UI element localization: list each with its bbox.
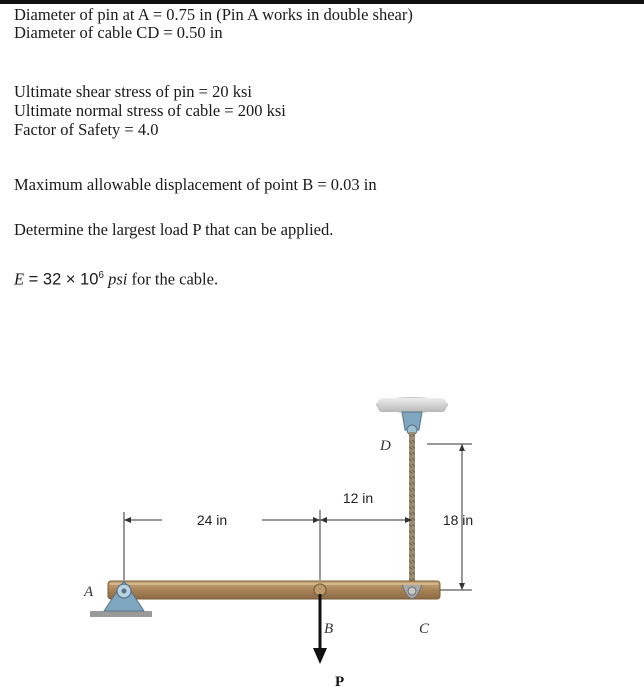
load-arrow-head xyxy=(313,648,327,664)
modulus-exponent: 6 xyxy=(98,270,104,281)
cable-cd xyxy=(409,432,415,590)
modulus-symbol: E xyxy=(14,269,25,289)
dim-cd-label: 18 in xyxy=(442,512,474,528)
question-text: Determine the largest load P that can be applied. xyxy=(14,220,334,239)
max-displacement-text: Maximum allowable displacement of point B = 0.03 in xyxy=(14,175,377,194)
point-c-label: C xyxy=(419,621,430,637)
modulus-suffix: for the cable. xyxy=(127,269,219,289)
modulus-text xyxy=(14,266,218,290)
pin-shear-stress-text: Ultimate shear stress of pin = 20 ksi xyxy=(14,82,252,101)
beam-figure xyxy=(0,380,644,700)
modulus-unit: psi xyxy=(103,269,128,289)
cable-normal-stress-text: Ultimate normal stress of cable = 200 ksi xyxy=(14,101,286,120)
dim-ab-label: 24 in xyxy=(196,512,228,528)
point-d-label: D xyxy=(380,438,391,454)
factor-of-safety-text: Factor of Safety = 4.0 xyxy=(14,120,159,139)
load-p-label: P xyxy=(335,674,345,690)
top-border xyxy=(0,0,644,4)
dim-bc-label: 12 in xyxy=(342,490,374,506)
point-a-label: A xyxy=(84,584,94,600)
dimension-lines xyxy=(124,444,472,590)
ceiling-support-d xyxy=(376,397,448,435)
modulus-value: = 32 × 10 xyxy=(24,270,99,289)
cable-diameter-text: Diameter of cable CD = 0.50 in xyxy=(14,23,223,42)
pin-diameter-text: Diameter of pin at A = 0.75 in (Pin A works in double shear) xyxy=(14,5,413,24)
point-b-label: B xyxy=(324,621,334,637)
